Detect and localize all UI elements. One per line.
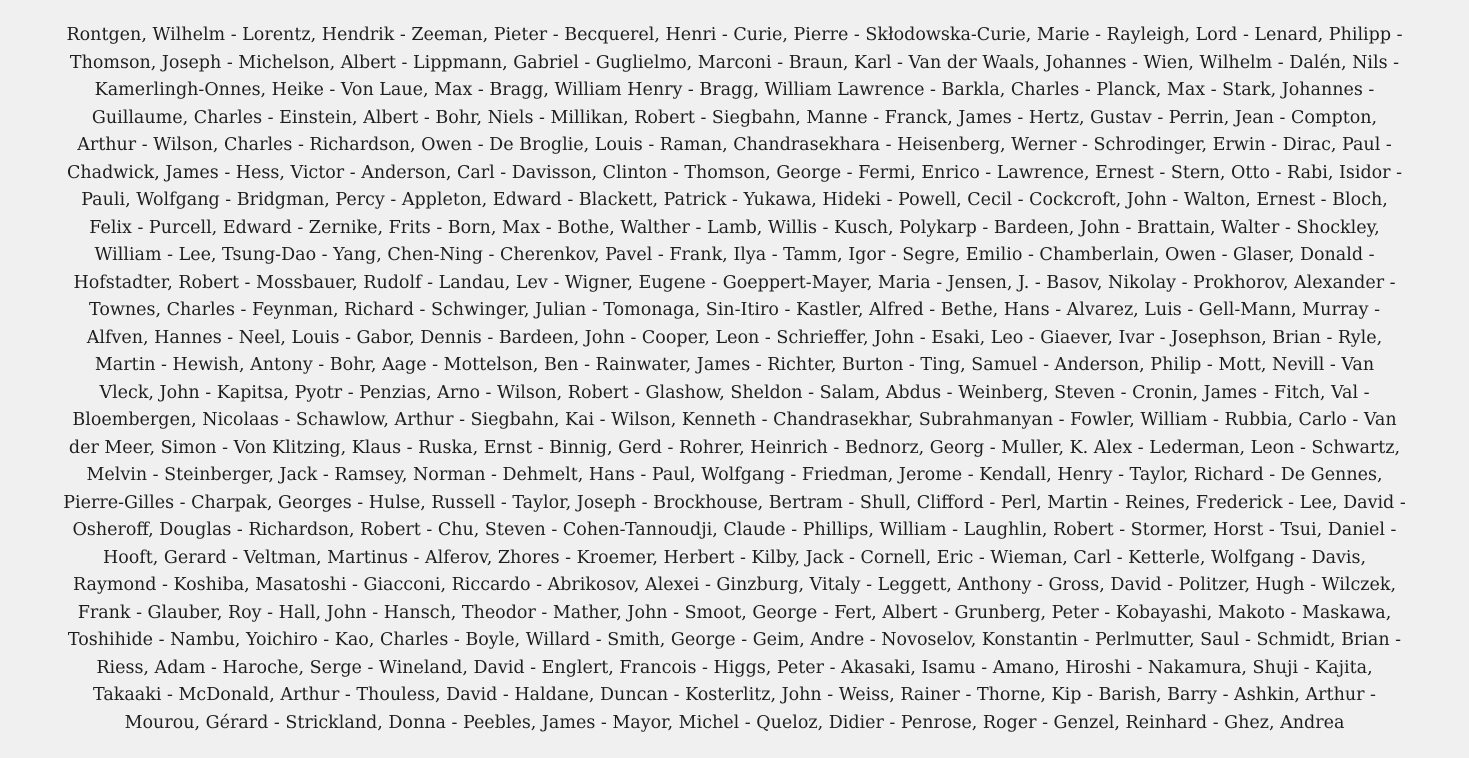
laureates-line: Melvin - Steinberger, Jack - Ramsey, Norman - Dehmelt, Hans - Paul, Wolfgang - Friedman, Jerome - Kendall, Henry - Taylor, Richard - De Gennes,	[86, 465, 1383, 485]
laureates-line: Takaaki - McDonald, Arthur - Thouless, David - Haldane, Duncan - Kosterlitz, John - Weiss, Rainer - Thorne, Kip - Barish, Barry - Ashkin, Arthur -	[93, 685, 1376, 705]
laureates-line: Vleck, John - Kapitsa, Pyotr - Penzias, Arno - Wilson, Robert - Glashow, Sheldon - Salam, Abdus - Weinberg, Steven - Cronin, James - Fitch, Val -	[99, 382, 1370, 403]
laureates-line: Felix - Purcell, Edward - Zernike, Frits - Born, Max - Bothe, Walther - Lamb, Willis - Kusch, Polykarp - Bardeen, John - Brattain, Walter - Shockley,	[89, 217, 1380, 238]
laureates-line: Bloembergen, Nicolaas - Schawlow, Arthur - Siegbahn, Kai - Wilson, Kenneth - Chandrasekhar, Subrahmanyan - Fowler, William - Rubbia, Carlo - Van	[72, 410, 1397, 430]
laureates-line: Raymond - Koshiba, Masatoshi - Giacconi, Riccardo - Abrikosov, Alexei - Ginzburg, Vitaly - Leggett, Anthony - Gross, David - Politzer, Hugh - Wilczek,	[72, 575, 1397, 595]
laureates-line: Chadwick, James - Hess, Victor - Anderson, Carl - Davisson, Clinton - Thomson, George - Fermi, Enrico - Lawrence, Ernest - Stern, Otto - Rabi, Isidor -	[66, 162, 1403, 183]
laureates-line: Townes, Charles - Feynman, Richard - Schwinger, Julian - Tomonaga, Sin-Itiro - Kastler, Alfred - Bethe, Hans - Alvarez, Luis - Gell-Mann, Murray -	[89, 300, 1380, 320]
laureates-line: Martin - Hewish, Antony - Bohr, Aage - Mottelson, Ben - Rainwater, James - Richter, Burton - Ting, Samuel - Anderson, Philip - Mott, Nevill - Van	[94, 355, 1375, 375]
laureates-line: Arthur - Wilson, Charles - Richardson, Owen - De Broglie, Louis - Raman, Chandrasekhara - Heisenberg, Werner - Schrodinger, Erwin - Dirac, Paul -	[77, 135, 1392, 155]
laureates-line: Alfven, Hannes - Neel, Louis - Gabor, Dennis - Bardeen, John - Cooper, Leon - Schrieffer, John - Esaki, Leo - Giaever, Ivar - Josephson, Brian - Ryle,	[86, 327, 1383, 348]
laureates-line: der Meer, Simon - Von Klitzing, Klaus - Ruska, Ernst - Binnig, Gerd - Rohrer, Heinrich - Bednorz, Georg - Muller, K. Alex - Lederman, Leon - Schwartz,	[68, 437, 1401, 458]
laureates-line: Kamerlingh-Onnes, Heike - Von Laue, Max - Bragg, William Henry - Bragg, William Lawrence - Barkla, Charles - Planck, Max - Stark, Johannes -	[94, 80, 1375, 100]
laureates-line: Toshihide - Nambu, Yoichiro - Kao, Charles - Boyle, Willard - Smith, George - Geim, Andre - Novoselov, Konstantin - Perlmutter, Saul - Schmidt, Brian -	[67, 630, 1402, 650]
laureates-line: Riess, Adam - Haroche, Serge - Wineland, David - Englert, Francois - Higgs, Peter - Akasaki, Isamu - Amano, Hiroshi - Nakamura, Shuji - Kajita,	[96, 657, 1373, 678]
laureates-line: Osheroff, Douglas - Richardson, Robert - Chu, Steven - Cohen-Tannoudji, Claude - Phillips, William - Laughlin, Robert - Stormer, Horst - Tsui, Daniel -	[72, 520, 1397, 540]
laureates-line: William - Lee, Tsung-Dao - Yang, Chen-Ning - Cherenkov, Pavel - Frank, Ilya - Tamm, Igor - Segre, Emilio - Chamberlain, Owen - Glaser, Donald -	[94, 245, 1375, 265]
laureates-line: Pierre-Gilles - Charpak, Georges - Hulse, Russell - Taylor, Joseph - Brockhouse, Bertram - Shull, Clifford - Perl, Martin - Reines, Frederick - Lee, David -	[63, 492, 1406, 513]
laureates-line: Guillaume, Charles - Einstein, Albert - Bohr, Niels - Millikan, Robert - Siegbahn, Manne - Franck, James - Hertz, Gustav - Perrin, Jean - Compton,	[91, 107, 1378, 128]
laureates-line: Mourou, Gérard - Strickland, Donna - Peebles, James - Mayor, Michel - Queloz, Didier - Penrose, Roger - Genzel, Reinhard - Ghez, Andrea	[124, 712, 1345, 733]
laureates-line: Thomson, Joseph - Michelson, Albert - Lippmann, Gabriel - Guglielmo, Marconi - Braun, Karl - Van der Waals, Johannes - Wien, Wilhelm - Dalén, Nils -	[69, 52, 1400, 73]
laureates-line: Frank - Glauber, Roy - Hall, John - Hansch, Theodor - Mather, John - Smoot, George - Fert, Albert - Grunberg, Peter - Kobayashi, Makoto - Maskawa,	[77, 602, 1392, 623]
laureates-line: Rontgen, Wilhelm - Lorentz, Hendrik - Zeeman, Pieter - Becquerel, Henri - Curie, Pierre - Skłodowska-Curie, Marie - Rayleigh, Lord - Lenard, Philipp -	[66, 25, 1403, 45]
laureates-line: Pauli, Wolfgang - Bridgman, Percy - Appleton, Edward - Blackett, Patrick - Yukawa, Hideki - Powell, Cecil - Cockcroft, John - Walton, Ernest - Bloch,	[81, 190, 1388, 210]
laureates-line: Hofstadter, Robert - Mossbauer, Rudolf - Landau, Lev - Wigner, Eugene - Goeppert-Mayer, Maria - Jensen, J. - Basov, Nikolay - Prokhorov, Alexander -	[73, 272, 1396, 293]
laureates-line: Hooft, Gerard - Veltman, Martinus - Alferov, Zhores - Kroemer, Herbert - Kilby, Jack - Cornell, Eric - Wieman, Carl - Ketterle, Wolfgang - Davis,	[102, 547, 1367, 568]
